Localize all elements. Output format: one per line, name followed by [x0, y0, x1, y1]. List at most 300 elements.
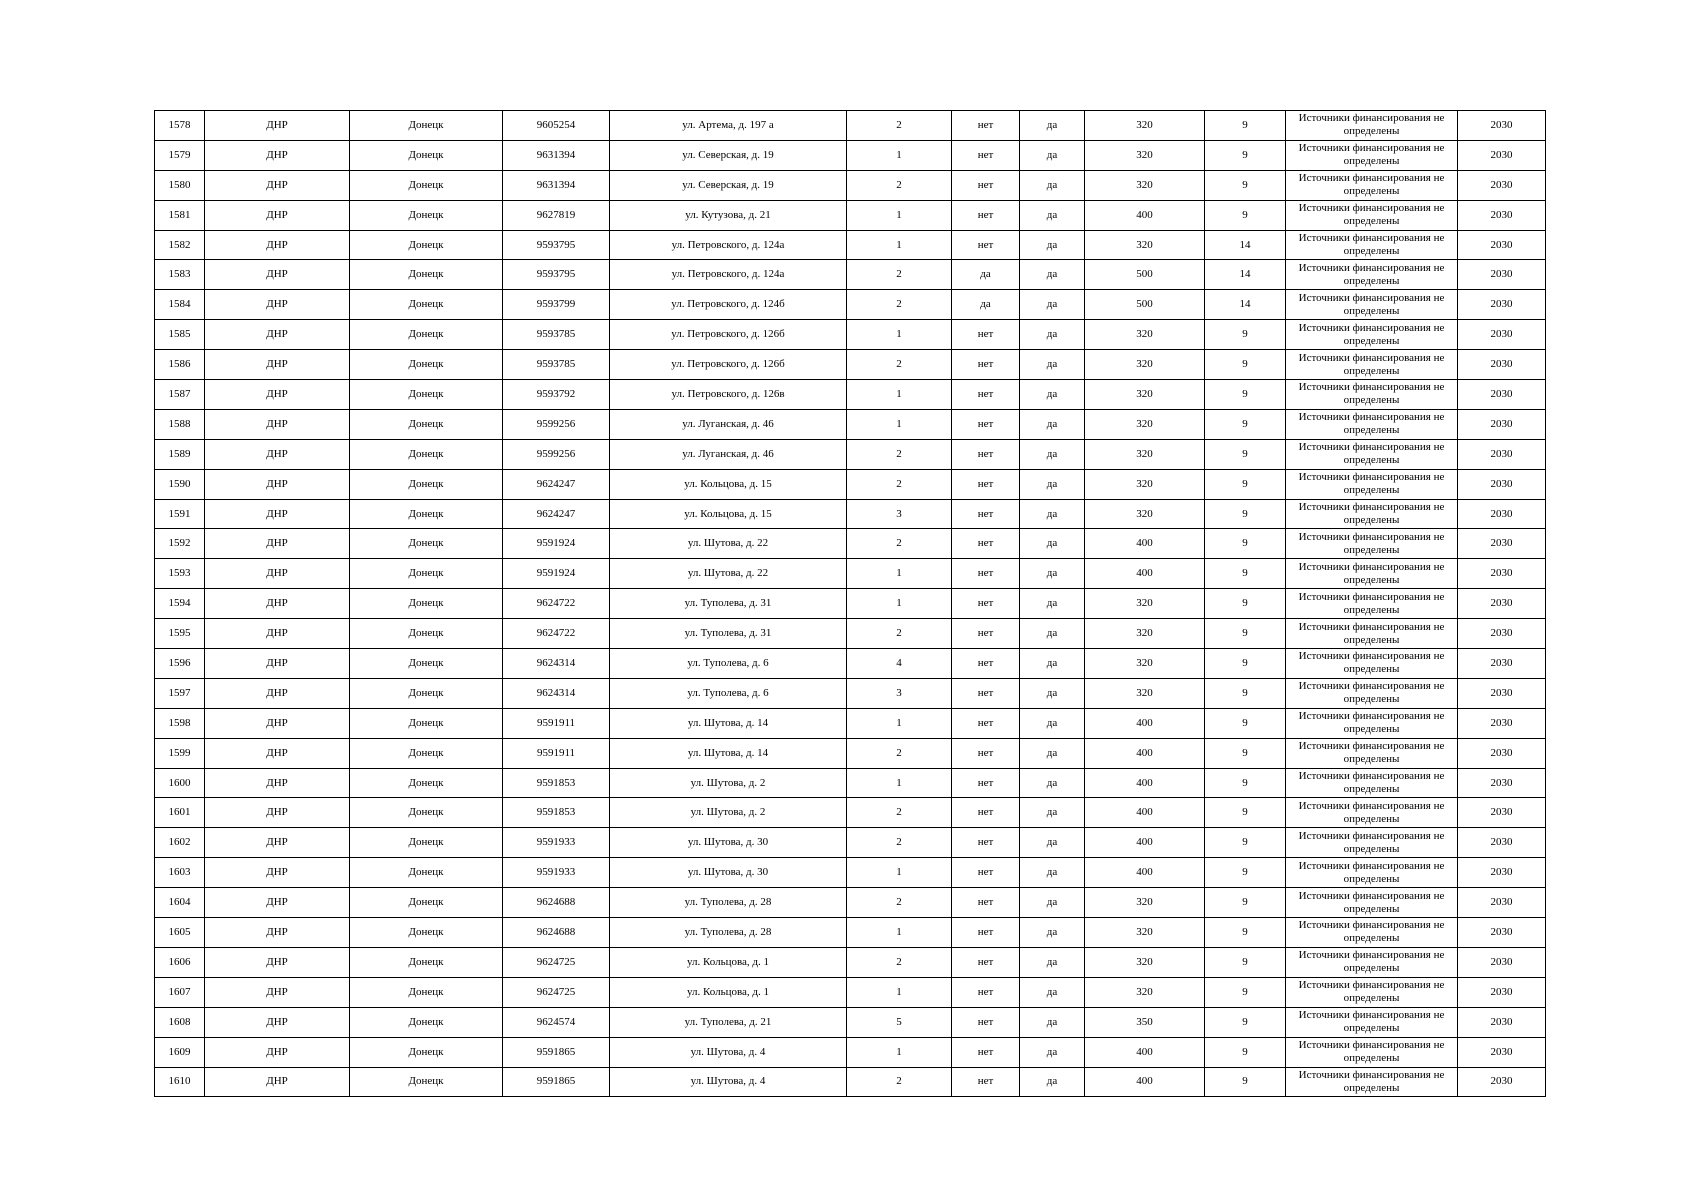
cell-year: 2030 — [1458, 738, 1546, 768]
cell-capacity: 320 — [1085, 320, 1205, 350]
table-row — [155, 678, 1546, 708]
table-row — [155, 1067, 1546, 1097]
cell-floors: 9 — [1205, 619, 1286, 649]
cell-city: Донецк — [350, 111, 503, 141]
cell-year: 2030 — [1458, 888, 1546, 918]
cell-code: 9593799 — [503, 290, 610, 320]
cell-number: 1589 — [155, 439, 205, 469]
cell-code: 9593792 — [503, 380, 610, 410]
table-row — [155, 290, 1546, 320]
cell-year: 2030 — [1458, 529, 1546, 559]
cell-flag-b: да — [1020, 738, 1085, 768]
cell-year: 2030 — [1458, 140, 1546, 170]
cell-year: 2030 — [1458, 678, 1546, 708]
cell-city: Донецк — [350, 320, 503, 350]
cell-flag-a: нет — [952, 1037, 1020, 1067]
cell-entrance: 1 — [847, 320, 952, 350]
cell-city: Донецк — [350, 619, 503, 649]
table-row — [155, 409, 1546, 439]
cell-floors: 9 — [1205, 708, 1286, 738]
cell-funding-source: Источники финансирования не определены — [1286, 649, 1458, 679]
table-row — [155, 529, 1546, 559]
cell-region: ДНР — [205, 768, 350, 798]
cell-address: ул. Шутова, д. 22 — [610, 529, 847, 559]
cell-floors: 9 — [1205, 140, 1286, 170]
cell-city: Донецк — [350, 529, 503, 559]
cell-flag-b: да — [1020, 559, 1085, 589]
cell-address: ул. Луганская, д. 46 — [610, 409, 847, 439]
cell-flag-a: нет — [952, 589, 1020, 619]
cell-flag-a: нет — [952, 140, 1020, 170]
cell-code: 9624688 — [503, 888, 610, 918]
cell-funding-source: Источники финансирования не определены — [1286, 260, 1458, 290]
cell-code: 9627819 — [503, 200, 610, 230]
cell-capacity: 320 — [1085, 140, 1205, 170]
cell-address: ул. Шутова, д. 4 — [610, 1037, 847, 1067]
cell-floors: 14 — [1205, 260, 1286, 290]
cell-region: ДНР — [205, 469, 350, 499]
cell-code: 9593785 — [503, 350, 610, 380]
cell-number: 1608 — [155, 1007, 205, 1037]
cell-number: 1606 — [155, 947, 205, 977]
cell-year: 2030 — [1458, 111, 1546, 141]
cell-number: 1605 — [155, 918, 205, 948]
cell-capacity: 320 — [1085, 230, 1205, 260]
cell-year: 2030 — [1458, 200, 1546, 230]
cell-city: Донецк — [350, 439, 503, 469]
cell-floors: 9 — [1205, 529, 1286, 559]
cell-region: ДНР — [205, 200, 350, 230]
cell-code: 9624725 — [503, 947, 610, 977]
cell-region: ДНР — [205, 499, 350, 529]
cell-code: 9591853 — [503, 768, 610, 798]
cell-region: ДНР — [205, 798, 350, 828]
cell-floors: 9 — [1205, 1007, 1286, 1037]
cell-flag-b: да — [1020, 708, 1085, 738]
table-row — [155, 649, 1546, 679]
cell-year: 2030 — [1458, 499, 1546, 529]
cell-number: 1594 — [155, 589, 205, 619]
cell-floors: 9 — [1205, 320, 1286, 350]
cell-year: 2030 — [1458, 619, 1546, 649]
cell-capacity: 400 — [1085, 798, 1205, 828]
cell-number: 1585 — [155, 320, 205, 350]
cell-region: ДНР — [205, 350, 350, 380]
cell-capacity: 400 — [1085, 858, 1205, 888]
cell-year: 2030 — [1458, 260, 1546, 290]
cell-flag-b: да — [1020, 170, 1085, 200]
cell-flag-a: нет — [952, 439, 1020, 469]
cell-flag-b: да — [1020, 798, 1085, 828]
cell-flag-a: нет — [952, 111, 1020, 141]
table-row — [155, 947, 1546, 977]
cell-floors: 9 — [1205, 918, 1286, 948]
cell-region: ДНР — [205, 230, 350, 260]
cell-funding-source: Источники финансирования не определены — [1286, 111, 1458, 141]
cell-funding-source: Источники финансирования не определены — [1286, 918, 1458, 948]
table-body — [155, 111, 1546, 1097]
cell-city: Донецк — [350, 918, 503, 948]
cell-flag-b: да — [1020, 858, 1085, 888]
cell-entrance: 5 — [847, 1007, 952, 1037]
cell-code: 9591924 — [503, 529, 610, 559]
cell-entrance: 1 — [847, 559, 952, 589]
cell-funding-source: Источники финансирования не определены — [1286, 888, 1458, 918]
cell-funding-source: Источники финансирования не определены — [1286, 559, 1458, 589]
cell-address: ул. Шутова, д. 4 — [610, 1067, 847, 1097]
cell-capacity: 320 — [1085, 409, 1205, 439]
cell-code: 9593785 — [503, 320, 610, 350]
cell-code: 9593795 — [503, 260, 610, 290]
cell-city: Донецк — [350, 140, 503, 170]
cell-flag-a: нет — [952, 230, 1020, 260]
cell-floors: 9 — [1205, 858, 1286, 888]
cell-funding-source: Источники финансирования не определены — [1286, 409, 1458, 439]
cell-flag-b: да — [1020, 977, 1085, 1007]
cell-city: Донецк — [350, 350, 503, 380]
cell-city: Донецк — [350, 768, 503, 798]
table-row — [155, 708, 1546, 738]
cell-funding-source: Источники финансирования не определены — [1286, 439, 1458, 469]
cell-address: ул. Шутова, д. 14 — [610, 708, 847, 738]
cell-entrance: 2 — [847, 947, 952, 977]
cell-year: 2030 — [1458, 918, 1546, 948]
cell-flag-b: да — [1020, 200, 1085, 230]
table-row — [155, 977, 1546, 1007]
data-table — [154, 110, 1546, 1097]
cell-flag-a: нет — [952, 858, 1020, 888]
cell-floors: 9 — [1205, 768, 1286, 798]
cell-floors: 9 — [1205, 888, 1286, 918]
cell-capacity: 400 — [1085, 559, 1205, 589]
cell-address: ул. Артема, д. 197 а — [610, 111, 847, 141]
cell-region: ДНР — [205, 888, 350, 918]
cell-year: 2030 — [1458, 708, 1546, 738]
cell-floors: 9 — [1205, 111, 1286, 141]
cell-entrance: 2 — [847, 529, 952, 559]
cell-flag-b: да — [1020, 918, 1085, 948]
cell-city: Донецк — [350, 947, 503, 977]
cell-number: 1607 — [155, 977, 205, 1007]
cell-capacity: 400 — [1085, 200, 1205, 230]
cell-floors: 9 — [1205, 977, 1286, 1007]
cell-entrance: 3 — [847, 678, 952, 708]
cell-funding-source: Источники финансирования не определены — [1286, 320, 1458, 350]
cell-floors: 9 — [1205, 170, 1286, 200]
cell-address: ул. Кольцова, д. 1 — [610, 947, 847, 977]
cell-region: ДНР — [205, 1067, 350, 1097]
cell-floors: 9 — [1205, 1037, 1286, 1067]
cell-entrance: 2 — [847, 888, 952, 918]
cell-funding-source: Источники финансирования не определены — [1286, 798, 1458, 828]
cell-flag-a: нет — [952, 170, 1020, 200]
cell-city: Донецк — [350, 977, 503, 1007]
cell-number: 1579 — [155, 140, 205, 170]
cell-year: 2030 — [1458, 1037, 1546, 1067]
cell-code: 9624314 — [503, 649, 610, 679]
cell-flag-b: да — [1020, 649, 1085, 679]
cell-floors: 9 — [1205, 649, 1286, 679]
table-row — [155, 828, 1546, 858]
cell-number: 1591 — [155, 499, 205, 529]
cell-address: ул. Шутова, д. 2 — [610, 798, 847, 828]
cell-capacity: 350 — [1085, 1007, 1205, 1037]
cell-entrance: 2 — [847, 469, 952, 499]
cell-city: Донецк — [350, 380, 503, 410]
cell-city: Донецк — [350, 1037, 503, 1067]
cell-capacity: 500 — [1085, 290, 1205, 320]
cell-flag-b: да — [1020, 469, 1085, 499]
cell-year: 2030 — [1458, 320, 1546, 350]
cell-capacity: 320 — [1085, 977, 1205, 1007]
cell-floors: 9 — [1205, 469, 1286, 499]
cell-number: 1584 — [155, 290, 205, 320]
cell-floors: 9 — [1205, 1067, 1286, 1097]
cell-number: 1599 — [155, 738, 205, 768]
cell-address: ул. Луганская, д. 46 — [610, 439, 847, 469]
cell-funding-source: Источники финансирования не определены — [1286, 290, 1458, 320]
cell-region: ДНР — [205, 649, 350, 679]
table-row — [155, 888, 1546, 918]
cell-address: ул. Шутова, д. 14 — [610, 738, 847, 768]
cell-address: ул. Петровского, д. 126в — [610, 380, 847, 410]
cell-entrance: 2 — [847, 260, 952, 290]
table-row — [155, 230, 1546, 260]
cell-funding-source: Источники финансирования не определены — [1286, 678, 1458, 708]
cell-address: ул. Петровского, д. 124а — [610, 260, 847, 290]
cell-capacity: 400 — [1085, 1067, 1205, 1097]
cell-address: ул. Кольцова, д. 1 — [610, 977, 847, 1007]
cell-address: ул. Туполева, д. 6 — [610, 649, 847, 679]
cell-address: ул. Северская, д. 19 — [610, 170, 847, 200]
cell-code: 9591933 — [503, 858, 610, 888]
cell-year: 2030 — [1458, 439, 1546, 469]
cell-capacity: 320 — [1085, 947, 1205, 977]
cell-region: ДНР — [205, 409, 350, 439]
cell-flag-a: нет — [952, 918, 1020, 948]
table-row — [155, 170, 1546, 200]
cell-code: 9591911 — [503, 738, 610, 768]
cell-number: 1593 — [155, 559, 205, 589]
cell-flag-a: да — [952, 260, 1020, 290]
cell-funding-source: Источники финансирования не определены — [1286, 1067, 1458, 1097]
cell-entrance: 2 — [847, 1067, 952, 1097]
table-row — [155, 140, 1546, 170]
table-row — [155, 499, 1546, 529]
cell-entrance: 2 — [847, 439, 952, 469]
cell-address: ул. Шутова, д. 2 — [610, 768, 847, 798]
cell-year: 2030 — [1458, 768, 1546, 798]
cell-floors: 9 — [1205, 559, 1286, 589]
cell-code: 9591865 — [503, 1067, 610, 1097]
cell-flag-b: да — [1020, 499, 1085, 529]
cell-city: Донецк — [350, 290, 503, 320]
cell-address: ул. Туполева, д. 28 — [610, 888, 847, 918]
cell-address: ул. Шутова, д. 22 — [610, 559, 847, 589]
cell-entrance: 2 — [847, 619, 952, 649]
cell-year: 2030 — [1458, 350, 1546, 380]
cell-code: 9591911 — [503, 708, 610, 738]
cell-city: Донецк — [350, 170, 503, 200]
cell-floors: 9 — [1205, 380, 1286, 410]
cell-capacity: 320 — [1085, 439, 1205, 469]
cell-flag-b: да — [1020, 1067, 1085, 1097]
cell-city: Донецк — [350, 589, 503, 619]
cell-capacity: 320 — [1085, 589, 1205, 619]
cell-year: 2030 — [1458, 858, 1546, 888]
cell-capacity: 400 — [1085, 1037, 1205, 1067]
cell-number: 1588 — [155, 409, 205, 439]
cell-flag-a: нет — [952, 1067, 1020, 1097]
table-row — [155, 768, 1546, 798]
cell-flag-b: да — [1020, 529, 1085, 559]
cell-flag-a: нет — [952, 888, 1020, 918]
cell-entrance: 1 — [847, 230, 952, 260]
cell-region: ДНР — [205, 260, 350, 290]
cell-city: Донецк — [350, 559, 503, 589]
cell-region: ДНР — [205, 320, 350, 350]
cell-year: 2030 — [1458, 380, 1546, 410]
cell-flag-a: нет — [952, 409, 1020, 439]
cell-flag-a: нет — [952, 649, 1020, 679]
cell-code: 9599256 — [503, 409, 610, 439]
cell-region: ДНР — [205, 619, 350, 649]
cell-number: 1597 — [155, 678, 205, 708]
cell-number: 1595 — [155, 619, 205, 649]
cell-address: ул. Туполева, д. 21 — [610, 1007, 847, 1037]
cell-funding-source: Источники финансирования не определены — [1286, 499, 1458, 529]
cell-flag-b: да — [1020, 380, 1085, 410]
cell-entrance: 1 — [847, 858, 952, 888]
cell-city: Донецк — [350, 230, 503, 260]
cell-number: 1600 — [155, 768, 205, 798]
cell-flag-b: да — [1020, 888, 1085, 918]
cell-entrance: 4 — [847, 649, 952, 679]
cell-city: Донецк — [350, 200, 503, 230]
cell-city: Донецк — [350, 738, 503, 768]
cell-region: ДНР — [205, 111, 350, 141]
cell-address: ул. Шутова, д. 30 — [610, 828, 847, 858]
cell-flag-a: нет — [952, 977, 1020, 1007]
cell-year: 2030 — [1458, 469, 1546, 499]
cell-city: Донецк — [350, 888, 503, 918]
cell-flag-a: нет — [952, 200, 1020, 230]
cell-entrance: 1 — [847, 589, 952, 619]
cell-region: ДНР — [205, 589, 350, 619]
cell-region: ДНР — [205, 977, 350, 1007]
cell-code: 9605254 — [503, 111, 610, 141]
cell-year: 2030 — [1458, 798, 1546, 828]
cell-number: 1583 — [155, 260, 205, 290]
cell-code: 9624725 — [503, 977, 610, 1007]
cell-capacity: 320 — [1085, 649, 1205, 679]
cell-flag-b: да — [1020, 768, 1085, 798]
cell-entrance: 3 — [847, 499, 952, 529]
table-row — [155, 439, 1546, 469]
cell-entrance: 2 — [847, 828, 952, 858]
cell-city: Донецк — [350, 1007, 503, 1037]
cell-number: 1582 — [155, 230, 205, 260]
cell-region: ДНР — [205, 708, 350, 738]
cell-code: 9624247 — [503, 469, 610, 499]
cell-region: ДНР — [205, 828, 350, 858]
cell-address: ул. Туполева, д. 6 — [610, 678, 847, 708]
cell-capacity: 320 — [1085, 111, 1205, 141]
table-row — [155, 111, 1546, 141]
cell-flag-b: да — [1020, 1037, 1085, 1067]
cell-number: 1580 — [155, 170, 205, 200]
cell-flag-a: нет — [952, 738, 1020, 768]
cell-flag-a: нет — [952, 350, 1020, 380]
cell-funding-source: Источники финансирования не определены — [1286, 529, 1458, 559]
cell-region: ДНР — [205, 380, 350, 410]
cell-number: 1590 — [155, 469, 205, 499]
cell-flag-a: нет — [952, 947, 1020, 977]
cell-address: ул. Петровского, д. 126б — [610, 320, 847, 350]
cell-floors: 9 — [1205, 439, 1286, 469]
table-row — [155, 350, 1546, 380]
cell-flag-a: да — [952, 290, 1020, 320]
cell-floors: 9 — [1205, 947, 1286, 977]
cell-entrance: 1 — [847, 140, 952, 170]
table-row — [155, 1007, 1546, 1037]
cell-address: ул. Кольцова, д. 15 — [610, 499, 847, 529]
cell-entrance: 2 — [847, 798, 952, 828]
cell-flag-a: нет — [952, 678, 1020, 708]
cell-flag-a: нет — [952, 469, 1020, 499]
cell-floors: 9 — [1205, 798, 1286, 828]
cell-floors: 9 — [1205, 738, 1286, 768]
cell-flag-b: да — [1020, 828, 1085, 858]
cell-floors: 14 — [1205, 290, 1286, 320]
cell-capacity: 320 — [1085, 888, 1205, 918]
cell-region: ДНР — [205, 290, 350, 320]
cell-year: 2030 — [1458, 977, 1546, 1007]
cell-code: 9631394 — [503, 170, 610, 200]
cell-year: 2030 — [1458, 559, 1546, 589]
cell-city: Донецк — [350, 1067, 503, 1097]
cell-city: Донецк — [350, 678, 503, 708]
table-row — [155, 619, 1546, 649]
cell-entrance: 2 — [847, 290, 952, 320]
cell-city: Донецк — [350, 499, 503, 529]
cell-code: 9624722 — [503, 589, 610, 619]
table-row — [155, 798, 1546, 828]
cell-entrance: 1 — [847, 768, 952, 798]
cell-address: ул. Петровского, д. 126б — [610, 350, 847, 380]
cell-region: ДНР — [205, 678, 350, 708]
cell-entrance: 1 — [847, 200, 952, 230]
cell-flag-b: да — [1020, 409, 1085, 439]
cell-city: Донецк — [350, 469, 503, 499]
cell-capacity: 400 — [1085, 738, 1205, 768]
cell-address: ул. Петровского, д. 124а — [610, 230, 847, 260]
cell-capacity: 400 — [1085, 708, 1205, 738]
cell-floors: 9 — [1205, 828, 1286, 858]
cell-flag-b: да — [1020, 619, 1085, 649]
cell-flag-b: да — [1020, 140, 1085, 170]
cell-year: 2030 — [1458, 828, 1546, 858]
cell-number: 1604 — [155, 888, 205, 918]
cell-flag-b: да — [1020, 1007, 1085, 1037]
cell-entrance: 2 — [847, 350, 952, 380]
cell-floors: 9 — [1205, 589, 1286, 619]
table-row — [155, 380, 1546, 410]
cell-funding-source: Источники финансирования не определены — [1286, 947, 1458, 977]
cell-funding-source: Источники финансирования не определены — [1286, 589, 1458, 619]
cell-flag-a: нет — [952, 798, 1020, 828]
cell-code: 9591865 — [503, 1037, 610, 1067]
